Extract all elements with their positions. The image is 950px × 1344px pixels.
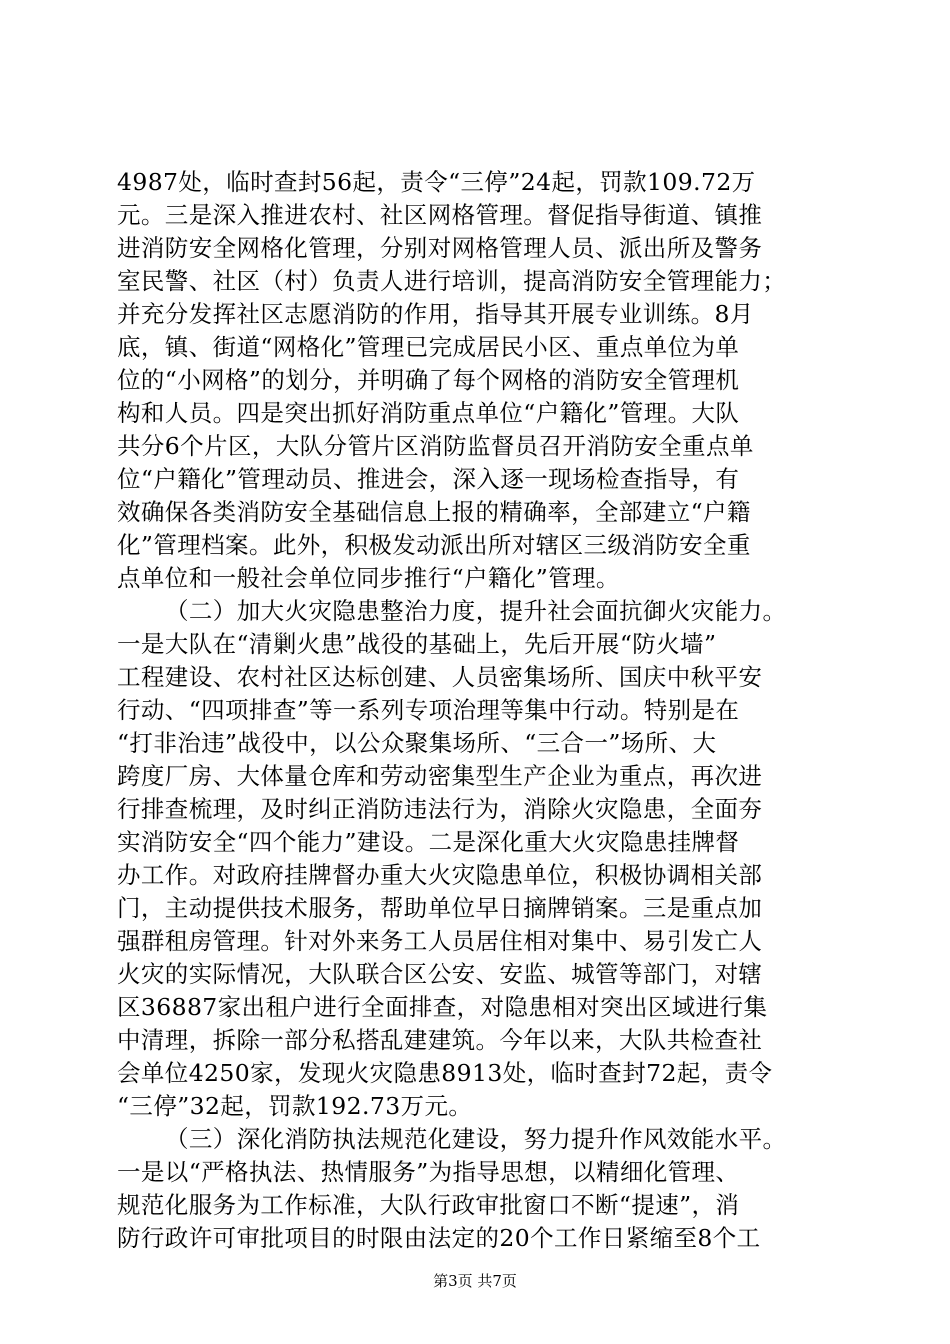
paragraph-line: 行排查梳理，及时纠正消防违法行为，消除火灾隐患，全面夯 [117,795,763,823]
paragraph-line: 室民警、社区（村）负责人进行培训，提高消防安全管理能力； [117,267,787,295]
paragraph-line: 构和人员。四是突出抓好消防重点单位“户籍化”管理。大队 [117,399,740,427]
paragraph-line: 实消防安全“四个能力”建设。二是深化重大火灾隐患挂牌督 [117,828,740,856]
paragraph-line: 火灾的实际情况，大队联合区公安、安监、城管等部门，对辖 [117,960,763,988]
page-number-footer: 第3页 共7页 [433,1272,517,1290]
paragraph-line: 区36887家出租户进行全面排查，对隐患相对突出区域进行集 [117,993,768,1021]
paragraph-line: 一是大队在“清剿火患”战役的基础上，先后开展“防火墙” [117,630,717,658]
paragraph-line: 办工作。对政府挂牌督办重大火灾隐患单位，积极协调相关部 [117,861,763,889]
paragraph-line: 规范化服务为工作标准，大队行政审批窗口不断“提速”，消 [117,1191,740,1219]
paragraph-line: 门，主动提供技术服务，帮助单位早日摘牌销案。三是重点加 [117,894,763,922]
paragraph-line: 强群租房管理。针对外来务工人员居住相对集中、易引发亡人 [117,927,763,955]
paragraph-line: 元。三是深入推进农村、社区网格管理。督促指导街道、镇推 [117,201,763,229]
paragraph-line: “打非治违”战役中，以公众聚集场所、“三合一”场所、大 [117,729,717,757]
paragraph-line: 跨度厂房、大体量仓库和劳动密集型生产企业为重点，再次进 [117,762,763,790]
section-heading-2: （二）加大火灾隐患整治力度，提升社会面抗御火灾能力。 [165,597,787,625]
paragraph-line: 一是以“严格执法、热情服务”为指导思想，以精细化管理、 [117,1158,740,1186]
paragraph-line: 点单位和一般社会单位同步推行“户籍化”管理。 [117,564,620,592]
paragraph-line: 中清理，拆除一部分私搭乱建建筑。今年以来，大队共检查社 [117,1026,763,1054]
paragraph-line: 效确保各类消防安全基础信息上报的精确率，全部建立“户籍 [117,498,751,526]
paragraph-line: 进消防安全网格化管理，分别对网格管理人员、派出所及警务 [117,234,763,262]
section-heading-3: （三）深化消防执法规范化建设，努力提升作风效能水平。 [165,1125,787,1153]
paragraph-line: 行动、“四项排查”等一系列专项治理等集中行动。特别是在 [117,696,740,724]
paragraph-line: 并充分发挥社区志愿消防的作用，指导其开展专业训练。8月 [117,300,754,328]
paragraph-line: 位的“小网格”的划分，并明确了每个网格的消防安全管理机 [117,366,740,394]
paragraph-line: 会单位4250家，发现火灾隐患8913处，临时查封72起，责令 [117,1059,773,1087]
paragraph-line: 共分6个片区，大队分管片区消防监督员召开消防安全重点单 [117,432,754,460]
paragraph-line: 防行政许可审批项目的时限由法定的20个工作日紧缩至8个工 [117,1224,761,1252]
paragraph-line: 位“户籍化”管理动员、推进会，深入逐一现场检查指导，有 [117,465,740,493]
paragraph-line: 工程建设、农村社区达标创建、人员密集场所、国庆中秋平安 [117,663,763,691]
paragraph-line: 化”管理档案。此外，积极发动派出所对辖区三级消防安全重 [117,531,751,559]
paragraph-line: 4987处，临时查封56起，责令“三停”24起，罚款109.72万 [117,168,756,196]
paragraph-line: 底，镇、街道“网格化”管理已完成居民小区、重点单位为单 [117,333,740,361]
paragraph-line: “三停”32起，罚款192.73万元。 [117,1092,473,1120]
